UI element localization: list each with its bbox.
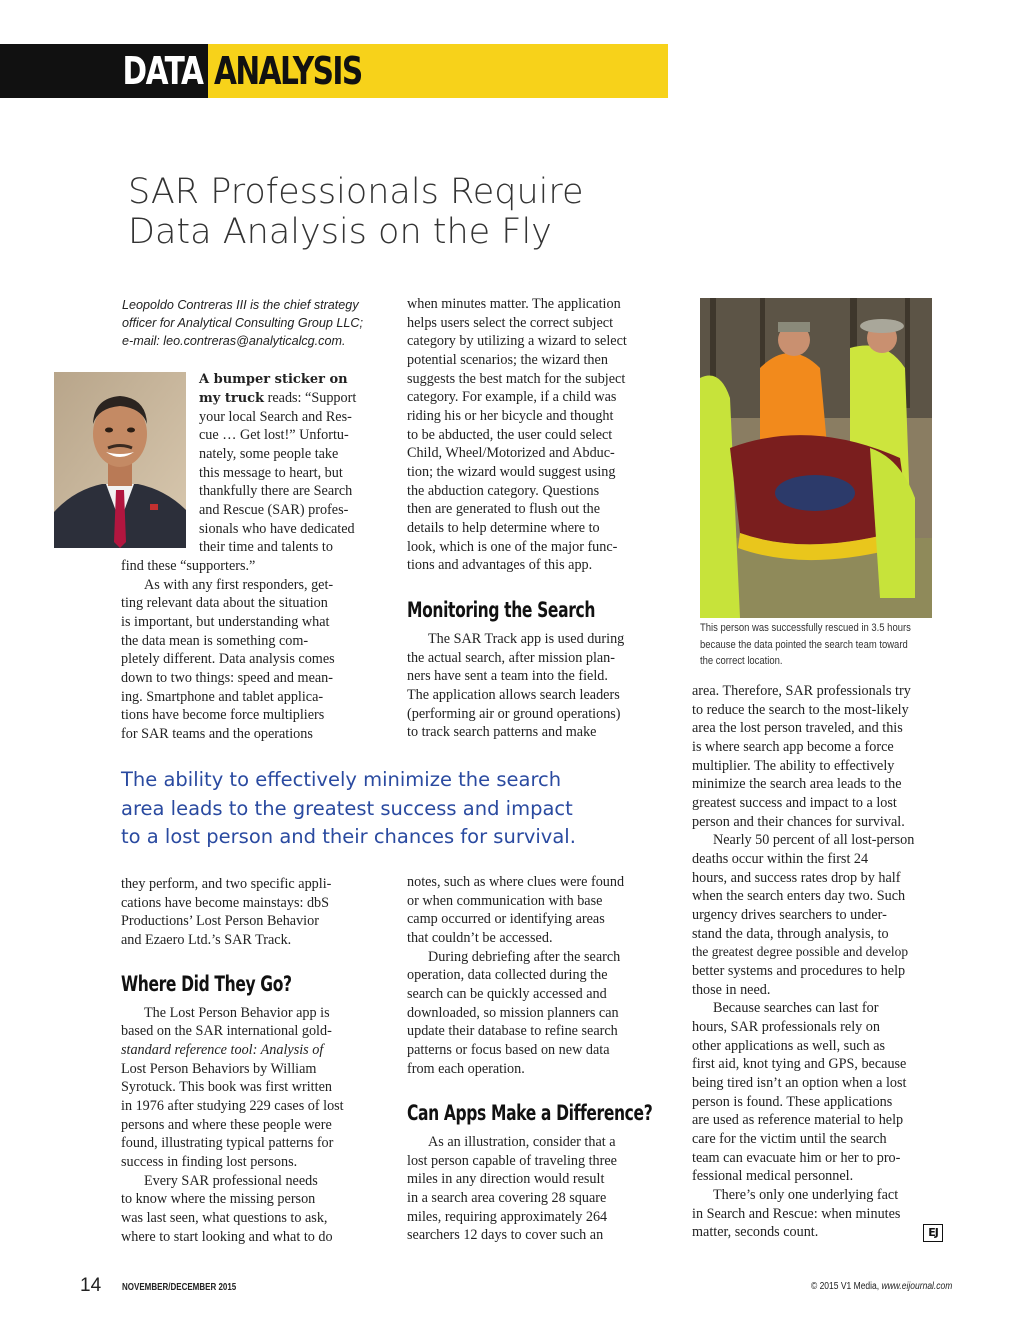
heading-where: Where Did They Go? bbox=[121, 972, 292, 996]
text-line: they perform, and two specific appli- bbox=[121, 876, 332, 892]
text-line: success in finding lost persons. bbox=[121, 1154, 298, 1170]
text-line: tion; the wizard would suggest using bbox=[407, 464, 616, 480]
text-line: my truck reads: “Support bbox=[199, 390, 357, 406]
author-byline bbox=[122, 296, 384, 350]
caption-line: because the data pointed the search team toward bbox=[700, 638, 908, 651]
text-line: searchers 12 days to cover such an bbox=[407, 1227, 604, 1243]
text-line: Nearly 50 percent of all lost-person bbox=[713, 832, 915, 848]
text-line: their time and talents to bbox=[199, 539, 333, 555]
text-line: fessional medical personnel. bbox=[692, 1168, 854, 1184]
text-line: camp occurred or identifying areas bbox=[407, 911, 605, 927]
text-line: cations have become mainstays: dbS bbox=[121, 895, 330, 911]
pull-quote-line: area leads to the greatest success and impact bbox=[121, 796, 573, 820]
text-line: miles in any direction would result bbox=[407, 1171, 605, 1187]
rescue-photo bbox=[700, 298, 932, 618]
text-line: ting relevant data about the situation bbox=[121, 595, 328, 611]
text-line: your local Search and Res- bbox=[199, 409, 352, 425]
text-line: suggests the best match for the subject bbox=[407, 371, 626, 387]
text-line: details to help determine where to bbox=[407, 520, 600, 536]
text-line: where to start looking and what to do bbox=[121, 1229, 333, 1245]
text-line: Lost Person Behaviors by William bbox=[121, 1061, 317, 1077]
text-line: tions have become force multipliers bbox=[121, 707, 325, 723]
text-line: person and their chances for survival. bbox=[692, 814, 905, 830]
section-header-right bbox=[208, 44, 668, 98]
text-line: the abduction category. Questions bbox=[407, 483, 600, 499]
text-line: to know where the missing person bbox=[121, 1191, 316, 1207]
title-line: Data Analysis on the Fly bbox=[128, 212, 552, 252]
text-line: in a search area covering 28 square bbox=[407, 1190, 607, 1206]
text-line: this message to heart, but bbox=[199, 465, 343, 481]
author-photo bbox=[54, 372, 186, 548]
text-line: The SAR Track app is used during bbox=[428, 631, 625, 647]
text-line: ing. Smartphone and tablet applica- bbox=[121, 689, 324, 705]
text-line: based on the SAR international gold- bbox=[121, 1023, 332, 1039]
text-line: and Rescue (SAR) profes- bbox=[199, 502, 349, 518]
text-line: find these “supporters.” bbox=[121, 558, 256, 574]
text-line: hours, and success rates drop by half bbox=[692, 870, 901, 886]
text-line: team can evacuate him or her to pro- bbox=[692, 1150, 901, 1166]
text-line: to be abducted, the user could select bbox=[407, 427, 613, 443]
text-line: greatest success and impact to a lost bbox=[692, 795, 897, 811]
caption-line: the correct location. bbox=[700, 655, 783, 667]
site-url: www.eijournal.com bbox=[881, 1281, 952, 1292]
text-line: to track search patterns and make bbox=[407, 724, 597, 740]
text-line: then are generated to flush out the bbox=[407, 501, 601, 517]
text-line: potential scenarios; the wizard then bbox=[407, 352, 608, 368]
text-line: care for the victim until the search bbox=[692, 1131, 887, 1147]
text-line: being tired isn’t an option when a lost bbox=[692, 1075, 907, 1091]
issue-date: NOVEMBER/DECEMBER 2015 bbox=[122, 1282, 237, 1293]
section-header-left bbox=[0, 44, 208, 98]
page-number: 14 bbox=[80, 1275, 102, 1296]
photo-caption bbox=[700, 620, 940, 670]
text-line: The application allows search leaders bbox=[407, 687, 620, 703]
text-line: cue … Get lost!” Unfortu- bbox=[199, 427, 349, 443]
text-line: deaths occur within the first 24 bbox=[692, 851, 869, 867]
text-line: category. For example, if a child was bbox=[407, 389, 617, 405]
text-line: As with any first responders, get- bbox=[144, 577, 334, 593]
text-line: urgency drives searchers to under- bbox=[692, 907, 887, 923]
text-line: There’s only one underlying fact bbox=[713, 1187, 899, 1203]
text-line: notes, such as where clues were found bbox=[407, 874, 625, 890]
text-line: tions and advantages of this app. bbox=[407, 557, 593, 573]
text-line: to reduce the search to the most-likely bbox=[692, 702, 909, 718]
caption-line: This person was successfully rescued in 3.5 hours bbox=[700, 622, 911, 634]
text-line: found, illustrating typical patterns for bbox=[121, 1135, 334, 1151]
text-line: lost person capable of traveling three bbox=[407, 1153, 617, 1169]
text-line: helps users select the correct subject bbox=[407, 315, 614, 331]
pull-quote bbox=[121, 766, 661, 852]
text-line: operation, data collected during the bbox=[407, 967, 608, 983]
text-line: Because searches can last for bbox=[713, 1000, 879, 1016]
text-line: better systems and procedures to help bbox=[692, 963, 906, 979]
text-line: in Search and Rescue: when minutes bbox=[692, 1206, 901, 1222]
text-line: when minutes matter. The application bbox=[407, 296, 621, 312]
text-line: persons and where these people were bbox=[121, 1117, 332, 1133]
text-line: and Ezaero Ltd.’s SAR Track. bbox=[121, 932, 292, 948]
text-line: Every SAR professional needs bbox=[144, 1173, 318, 1189]
byline-line: e-mail: leo.contreras@analyticalcg.com. bbox=[122, 334, 346, 348]
text-line: or when communication with base bbox=[407, 893, 603, 909]
end-mark-icon: EJ bbox=[923, 1224, 943, 1242]
text-line: from each operation. bbox=[407, 1061, 525, 1077]
text-line: Productions’ Lost Person Behavior bbox=[121, 913, 319, 929]
text-line: standard reference tool: Analysis of bbox=[121, 1042, 324, 1058]
text-line: when the search enters day two. Such bbox=[692, 888, 906, 904]
text-line: As an illustration, consider that a bbox=[428, 1134, 616, 1150]
text-line: are used as reference material to help bbox=[692, 1112, 904, 1128]
byline-line: Leopoldo Contreras III is the chief strategy bbox=[122, 298, 359, 312]
text-line: is where search app become a force bbox=[692, 739, 894, 755]
text-line: area. Therefore, SAR professionals try bbox=[692, 683, 911, 699]
pull-quote-line: to a lost person and their chances for survival. bbox=[121, 825, 576, 848]
text-line: thankfully there are Search bbox=[199, 483, 353, 499]
text-line: pletely different. Data analysis comes bbox=[121, 651, 335, 667]
text-line: Child, Wheel/Motorized and Abduc- bbox=[407, 445, 615, 461]
section-word-data: DATA bbox=[122, 49, 202, 93]
text-line: The Lost Person Behavior app is bbox=[144, 1005, 330, 1021]
byline-line: officer for Analytical Consulting Group LLC; bbox=[122, 316, 364, 330]
text-line: the actual search, after mission plan- bbox=[407, 650, 615, 666]
text-line: those in need. bbox=[692, 982, 771, 998]
title-line: SAR Professionals Require bbox=[128, 172, 584, 212]
text-line: (performing air or ground operations) bbox=[407, 706, 621, 722]
section-word-analysis: ANALYSIS bbox=[214, 49, 362, 93]
text-line: was last seen, what questions to ask, bbox=[121, 1210, 328, 1226]
article-title bbox=[128, 172, 728, 252]
heading-monitoring: Monitoring the Search bbox=[407, 598, 596, 622]
text-line: During debriefing after the search bbox=[428, 949, 621, 965]
text-line: minimize the search area leads to the bbox=[692, 776, 902, 792]
text-line: the greatest degree possible and develop bbox=[692, 944, 909, 959]
text-line: multiplier. The ability to effectively bbox=[692, 758, 895, 774]
text-line: other applications as well, such as bbox=[692, 1038, 886, 1054]
text-line: riding his or her bicycle and thought bbox=[407, 408, 614, 424]
text-line: is important, but understanding what bbox=[121, 614, 330, 630]
text-line: miles, requiring approximately 264 bbox=[407, 1209, 608, 1225]
text-line: nately, some people take bbox=[199, 446, 339, 462]
text-line: that couldn’t be accessed. bbox=[407, 930, 553, 946]
text-line: ners have sent a team into the field. bbox=[407, 668, 608, 684]
text-line: area the lost person traveled, and this bbox=[692, 720, 903, 736]
text-line: in 1976 after studying 229 cases of lost bbox=[121, 1098, 344, 1114]
text-line: search can be quickly accessed and bbox=[407, 986, 607, 1002]
copyright-text: © 2015 V1 Media, bbox=[810, 1281, 879, 1292]
text-line: Syrotuck. This book was first written bbox=[121, 1079, 332, 1095]
text-line: hours, SAR professionals rely on bbox=[692, 1019, 880, 1035]
text-line: matter, seconds count. bbox=[692, 1224, 819, 1240]
text-line: first aid, knot tying and GPS, because bbox=[692, 1056, 907, 1072]
copyright bbox=[811, 1281, 952, 1292]
text-line: down to two things: speed and mean- bbox=[121, 670, 333, 686]
text-line: sionals who have dedicated bbox=[199, 521, 355, 537]
heading-apps: Can Apps Make a Difference? bbox=[407, 1101, 653, 1125]
intro-bold-text: my truck bbox=[199, 391, 265, 406]
text-line: look, which is one of the major func- bbox=[407, 539, 618, 555]
section-header bbox=[0, 44, 668, 98]
text-line: person is found. These applications bbox=[692, 1094, 893, 1110]
pull-quote-line: The ability to effectively minimize the search bbox=[121, 768, 562, 791]
text-line: for SAR teams and the operations bbox=[121, 726, 313, 742]
intro-bold-line: A bumper sticker on bbox=[199, 372, 348, 387]
text-line: patterns or focus based on new data bbox=[407, 1042, 610, 1058]
text-line: downloaded, so mission planners can bbox=[407, 1005, 619, 1021]
text-line: update their database to refine search bbox=[407, 1023, 618, 1039]
text-line: stand the data, through analysis, to bbox=[692, 926, 889, 942]
text-line: category by utilizing a wizard to select bbox=[407, 333, 627, 349]
text-line: the data mean is something com- bbox=[121, 633, 309, 649]
